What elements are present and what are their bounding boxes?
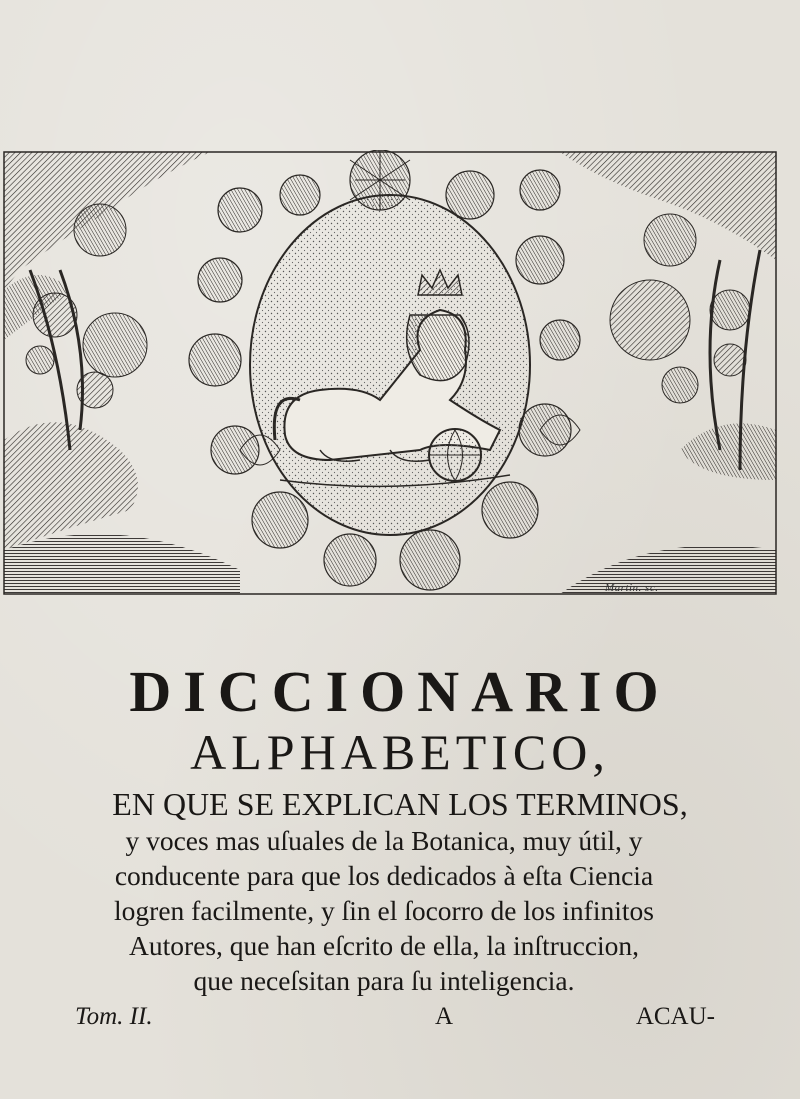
title-alphabetico: ALPHABETICO, — [190, 724, 610, 780]
lion-with-crown-and-globe-engraving-icon — [0, 150, 800, 600]
body-line: que neceſsitan para ſu inteligencia. — [193, 965, 575, 996]
engraver-signature: Martin. sc. — [605, 582, 659, 594]
body-line: logren facilmente, y ſin el ſocorro de los infinitos — [114, 895, 654, 926]
title-subtitle: EN QUE SE EXPLICAN LOS TERMINOS, — [112, 786, 688, 822]
catchword: ACAU- — [635, 1003, 715, 1030]
volume-number: Tom. II. — [75, 1003, 153, 1030]
signature-mark: A — [435, 1003, 454, 1030]
body-line: Autores, que han eſcrito de ella, la inſtruccion, — [128, 930, 640, 961]
description-paragraph — [64, 823, 704, 998]
engraved-vignette — [0, 150, 800, 600]
body-line: conducente para que los dedicados à eſta Ciencia — [114, 860, 654, 891]
title-diccionario: DICCIONARIO — [129, 659, 671, 724]
body-line: y voces mas uſuales de la Botanica, muy útil, y — [125, 825, 643, 856]
page-footer — [75, 1000, 715, 1034]
